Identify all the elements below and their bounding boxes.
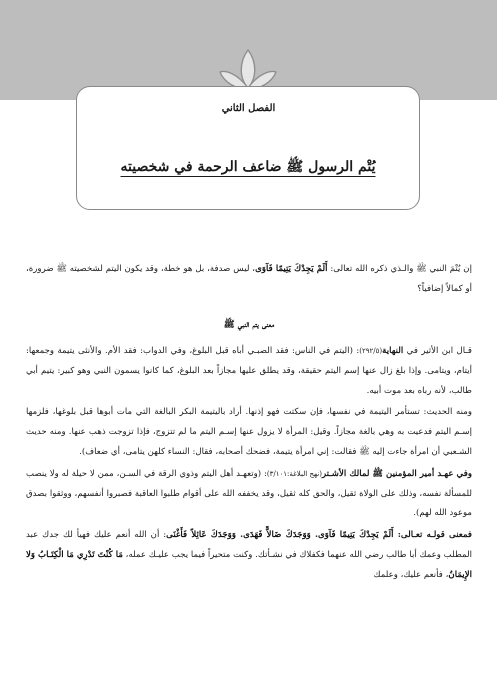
paragraph-hadith xyxy=(26,403,472,462)
paragraph-ibn-athir xyxy=(26,342,472,401)
para4-lead: فمعنى قولـه تعـالى: xyxy=(393,530,473,541)
quran-verse-2: أَلَمْ يَجِدْكَ يَتِيمًا فَآوَى. وَوَجَدَكَ ضَالاًّ فَهَدَى. وَوَجَدَكَ عَائِلاً فَأَغْنَى xyxy=(166,530,394,541)
para3-text: : (وتعهـد أهل اليتم وذوي الرقة في السـن، ممن لا حيلة له ولا ينصب للمسألة نفسه، وذلك على الولاة ثقيل، والحق كله ثقيل، وقد يخففه الله على أقوام طلبوا العاقبة فصبروا أنفسهم، ووثقوا بصدق موعود الله لهم). xyxy=(26,468,472,519)
source-reference: (٢٩٢/٥) xyxy=(359,347,383,355)
quran-verse-3: مَا كُنْتَ تَدْرِي مَا الْكِتَـابُ وَلا الإِيمَانُ xyxy=(26,549,472,580)
intro-text-b: ، ليس صدفة، بل هو خطة، وقد يكون اليتم لشخصيته ﷺ ضرورة، أو كمالاً إضافياً؟ xyxy=(26,264,472,294)
paragraph-meaning xyxy=(26,526,472,585)
paragraph-covenant xyxy=(26,465,472,524)
section-heading: معنى يتم النبي ﷺ xyxy=(223,320,275,330)
para4-text: : أن الله أنعم عليك فهيأ لك جدك عبد المطلب وعمك أبا طالب رضي الله عنهما فكفلاك في نشـأتك. وكنت متحيراً فيما يجب عليـك عمله، xyxy=(26,530,472,560)
para2-text: ومنه الحديث: تستأمر اليتيمة في نفسها، فإن سكتت فهو إذنها. أراد باليتيمة البكر البالغة التي مات أبوها قبل بلوغها، فلزمها إسـم اليتم فدعيت به وهي بالغة مجازاً. وقيل: المرأة لا يزول عنها إسـم اليتم ما لم تتزوج، فإذا تزوجت ذهب عنها. ومنه حديث الشـعبي أن امرأة جاءت إليه ﷺ فقالت: إني امرأة يتيمة، فضحك أصحابه، فقال: النساء كلهن يتامى، أي ضعاف). xyxy=(26,407,472,457)
intro-paragraph xyxy=(26,260,472,300)
chapter-label: الفصل الثاني xyxy=(221,103,276,114)
body-text xyxy=(26,342,472,586)
intro-text-a: إن يُتْمَ النبي ﷺ والـذي ذكره الله تعالى: xyxy=(327,264,472,274)
source-title: النهاية xyxy=(382,346,404,356)
para1-intro: قـال ابن الأثير في xyxy=(403,346,472,356)
quran-verse: أَلَمْ يَجِدْكَ يَتِيمًا فَآوَى xyxy=(255,264,328,274)
para3-lead: وفي عهـد أمير المؤمنين ﷺ لمالك الأشـتر xyxy=(321,468,472,479)
para1-text: : (اليتم في الناس: فقد الصبـي أباه قبل البلوغ، وفي الدواب: فقد الأم. والأنثى يتيمة وجمعها: أيتام، ويتامى. وإذا بلغ زال عنها إسم اليتم حقيقة، وقد يطلق عليها مجازاً بعد البلوغ، كما كانوا يسمون النبي وهو كبير: يتيم أبي طالب، لأنه رباه بعد موت أبيه. xyxy=(26,346,472,396)
covenant-reference: (نهج البلاغة:٣/١٠١) xyxy=(266,469,322,478)
chapter-title: يُتْم الرسول ﷺ ضاعف الرحمة في شخصيته xyxy=(120,159,376,175)
para4-text-end: ، فأنعم عليك، وعلمك xyxy=(373,569,449,580)
